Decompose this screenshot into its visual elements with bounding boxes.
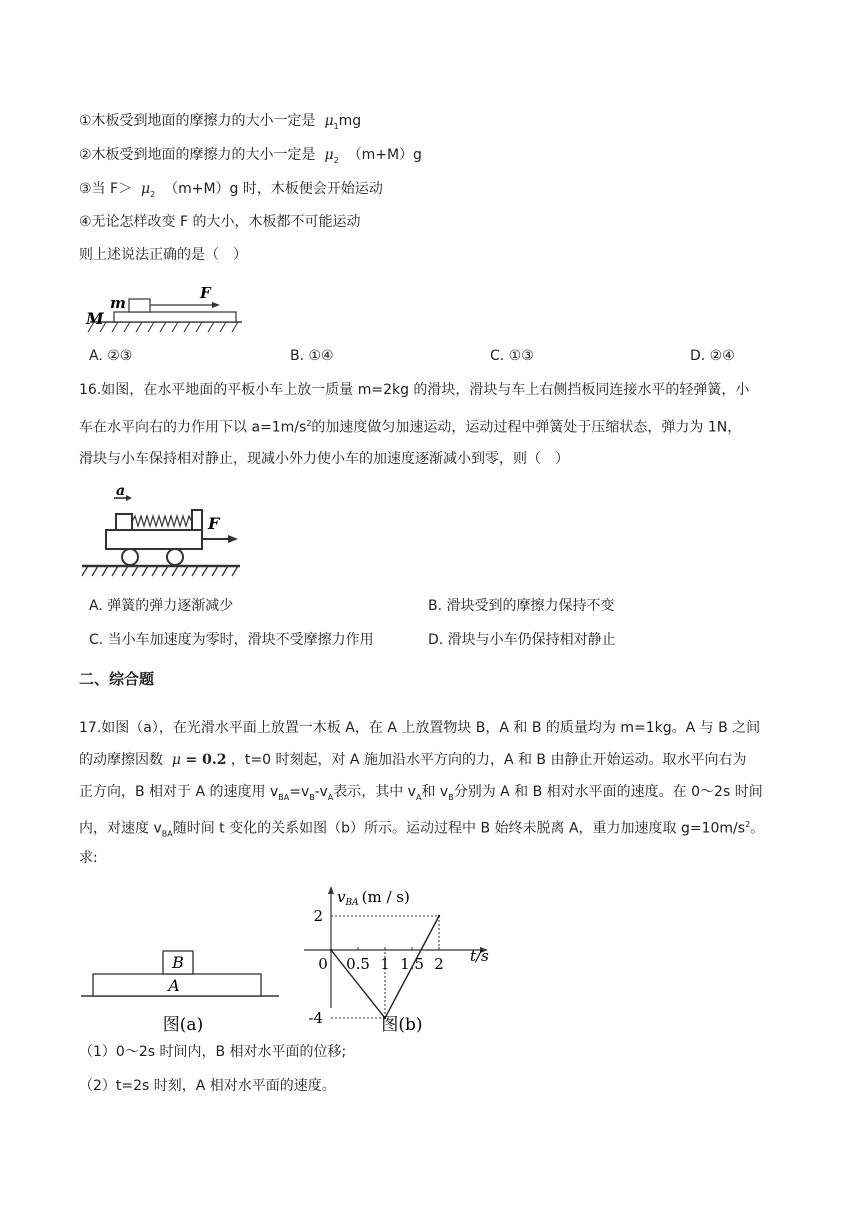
- board-M: [114, 312, 236, 322]
- q15-option-a[interactable]: A. ②③: [89, 348, 133, 364]
- q17-line-2: 的动摩擦因数 μ = 0.2 ，t=0 时刻起，对 A 施加沿水平方向的力，A 和 B 由静止开始运动。取水平向右为: [79, 752, 747, 768]
- caption-b: 图(b): [381, 1015, 423, 1035]
- statement-4: ④无论怎样改变 F 的大小，木板都不可能运动: [79, 214, 361, 230]
- y-axis-label: $v_{BA}$ (m / s): [337, 888, 410, 908]
- wheel-left: [122, 549, 138, 565]
- q17-line-4: 内，对速度 $v_{BA}$随时间 t 变化的关系如图（b）所示。运动过程中 B 始终未脱离 A，重力加速度取 $g=10m/s^2$。: [79, 820, 765, 839]
- q16-line-2: 车在水平向右的力作用下以 $a=1m/s^2$的加速度做匀加速运动，运动过程中弹簧处于压缩状态，弹力为 1N，: [79, 419, 742, 436]
- label-M: M: [86, 309, 104, 328]
- mu-symbol: μ: [324, 113, 334, 129]
- q15-option-c[interactable]: C. ①③: [490, 348, 534, 364]
- y-tick-label: -4: [308, 1009, 323, 1027]
- q17-ask-1: （1）0～2s 时间内，B 相对水平面的位移;: [79, 1044, 347, 1060]
- q16-option-b[interactable]: B. 滑块受到的摩擦力保持不变: [428, 598, 615, 614]
- data-point: [330, 949, 332, 951]
- q15-option-b[interactable]: B. ①④: [290, 348, 334, 364]
- q17-ask-2: （2）t=2s 时刻，A 相对水平面的速度。: [79, 1078, 336, 1094]
- wheel-right: [167, 549, 183, 565]
- arrow-icon: [126, 495, 132, 501]
- label-A: A: [168, 976, 180, 995]
- slider-block: [116, 514, 132, 530]
- q16-option-d[interactable]: D. 滑块与小车仍保持相对静止: [428, 632, 616, 648]
- label-F: F: [208, 514, 220, 533]
- label-m: m: [110, 294, 126, 312]
- q15-option-d[interactable]: D. ②④: [690, 348, 735, 364]
- x-tick-label: 1.5: [400, 955, 424, 973]
- mu-symbol: μ: [140, 181, 151, 197]
- statement-1: ①木板受到地面的摩擦力的大小一定是 $\mu_1mg$: [79, 113, 362, 131]
- data-point: [438, 915, 440, 917]
- x-axis-label: t/s: [470, 947, 489, 965]
- block-m: [129, 299, 150, 312]
- end-plate: [192, 510, 202, 530]
- board-block-figure: [84, 280, 244, 336]
- q16-line-1: 16.如图，在水平地面的平板小车上放一质量 m=2kg 的滑块，滑块与车上右侧挡板同连接水平的轻弹簧，小: [79, 382, 750, 398]
- q17-line-5: 求:: [79, 850, 98, 866]
- mu-symbol: μ: [171, 752, 182, 768]
- x-tick-label: 2: [434, 955, 444, 973]
- series-segment: [385, 916, 439, 1018]
- y-axis-arrow-icon: [328, 886, 334, 894]
- statement-2: ②木板受到地面的摩擦力的大小一定是 $\mu_2$ （m+M）g: [79, 147, 422, 165]
- q17-line-3: 正方向，B 相对于 A 的速度用 $v_{BA}=v_B-v_A$表示，其中 $v_A$和 $v_B$分别为 A 和 B 相对水平面的速度。在 0～2s 时间: [79, 784, 763, 802]
- figure-b-chart: [296, 880, 506, 1040]
- q16-option-c[interactable]: C. 当小车加速度为零时，滑块不受摩擦力作用: [89, 632, 374, 648]
- arrow-icon: [212, 302, 220, 308]
- cart-body: [106, 530, 202, 549]
- spring: [132, 516, 192, 526]
- cart-spring-figure: [80, 486, 242, 580]
- figure-a: [79, 940, 284, 1040]
- section-title: 二、综合题: [79, 670, 155, 688]
- label-F: F: [200, 284, 211, 302]
- x-tick-label: 0.5: [346, 955, 370, 973]
- arrow-icon: [228, 535, 238, 543]
- q16-line-3: 滑块与小车保持相对静止，现减小外力使小车的加速度逐渐减小到零，则（ ）: [79, 451, 569, 467]
- x-tick-label: 1: [380, 955, 390, 973]
- label-B: B: [172, 953, 184, 972]
- y-tick-label: 2: [313, 907, 323, 925]
- q16-option-a[interactable]: A. 弹簧的弹力逐渐减少: [89, 598, 234, 614]
- statement-3: ③当 $F> \mu_2$ （m+M）g 时，木板便会开始运动: [79, 181, 383, 199]
- q17-line-1: 17.如图（a），在光滑水平面上放置一木板 A，在 A 上放置物块 B，A 和 B 的质量均为 m=1kg。A 与 B 之间: [79, 720, 761, 736]
- label-a: a: [116, 486, 126, 499]
- question-prompt: 则上述说法正确的是（ ）: [79, 247, 247, 263]
- mu-symbol: μ: [324, 147, 334, 163]
- x-tick-label: 0: [318, 955, 328, 973]
- caption-a: 图(a): [162, 1015, 204, 1035]
